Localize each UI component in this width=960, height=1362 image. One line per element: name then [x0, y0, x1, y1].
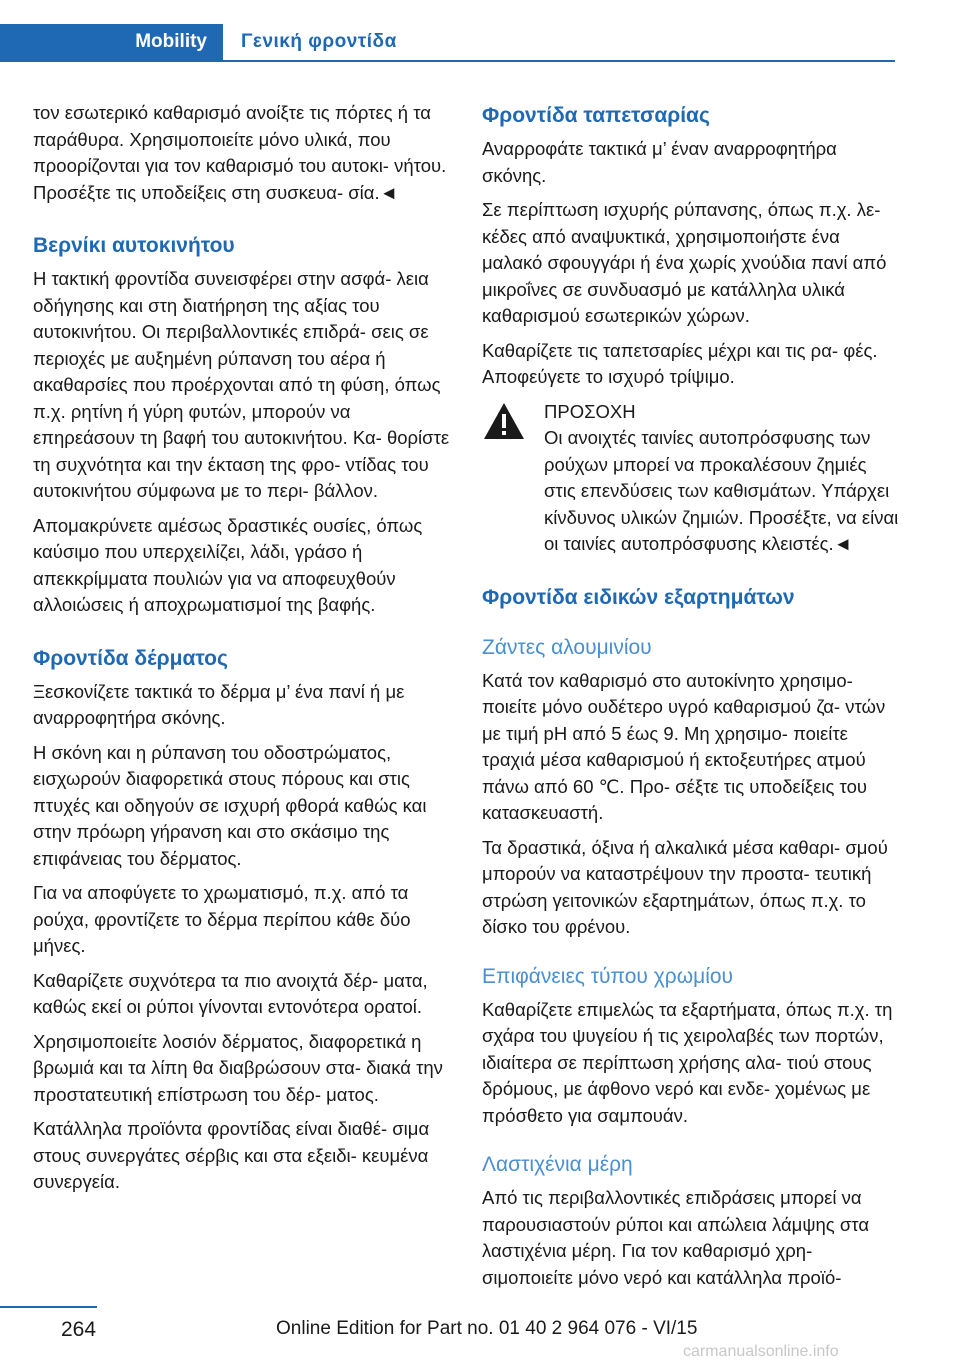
paragraph: Καθαρίζετε επιμελώς τα εξαρτήματα, όπως π.χ. τη σχάρα του ψυγείου ή τις χειρολαβές των πορτών, ιδιαίτερα σε περίπτωση χρήσης αλα‐ τιού στους δρόμους, με άφθονο νερό και ενδε‐ χομένως με πρόσθετο για σαμπουάν. — [482, 998, 893, 1126]
watermark: carmanualsonline.info — [683, 1343, 839, 1360]
tab-general-care[interactable]: Γενική φροντίδα — [223, 24, 397, 60]
warning-triangle-icon — [482, 399, 544, 558]
caution-title: ΠΡΟΣΟΧΗ — [544, 400, 636, 422]
paragraph: Για να αποφύγετε το χρωματισμό, π.χ. από τα ρούχα, φροντίζετε το δέρμα περίπου κάθε δύο μήνες. — [33, 882, 411, 956]
paragraph: Καθαρίζετε τις ταπετσαρίες μέχρι και τις ρα‐ φές. Αποφεύγετε το ισχυρό τρίψιμο. — [482, 339, 878, 387]
paragraph: Από τις περιβαλλοντικές επιδράσεις μπορεί να παρουσιαστούν ρύποι και απώλεια λάμψης στα λαστιχένια μέρη. Για τον καθαρισμό χρη‐ σιμοποιείτε μόνο νερό και κατάλληλα προϊό‐ — [482, 1187, 870, 1288]
header-tabs — [0, 24, 397, 60]
section-heading-leather: Φροντίδα δέρματος — [33, 646, 228, 670]
subheading-alloy-wheels: Ζάντες αλουμινίου — [482, 635, 652, 659]
paragraph: Κατάλληλα προϊόντα φροντίδας είναι διαθέ‐ σιμα στους συνεργάτες σέρβις και στα εξειδι‐ κευμένα συνεργεία. — [33, 1118, 430, 1192]
paragraph: Καθαρίζετε συχνότερα τα πιο ανοιχτά δέρ‐ ματα, καθώς εκεί οι ρύποι γίνονται εντονότερα ορατοί. — [33, 969, 428, 1017]
paragraph: Η σκόνη και η ρύπανση του οδοστρώματος, εισχωρούν διαφορετικά στους πόρους και στις πτυχές και οδηγούν σε ισχυρή φθορά καθώς και στην πρόωρη γήρανση και στο σκάσιμο της επιφάνειας του δέρματος. — [33, 741, 427, 869]
paragraph: Κατά τον καθαρισμό στο αυτοκίνητο χρησιμο‐ ποιείτε μόνο ουδέτερο υγρό καθαρισμού ζα‐ ντών με τιμή pH από 5 έως 9. Μη χρησιμο‐ ποιείτε τραχιά μέσα καθαρισμού ή εκτοξευτήρες ατμού πάνω από 60 ℃. Προ‐ σέξτε τις υποδείξεις του κατασκευαστή. — [482, 669, 886, 823]
subheading-chrome-surfaces: Επιφάνειες τύπου χρωμίου — [482, 964, 734, 988]
edition-line: Online Edition for Part no. 01 40 2 964 076 - VI/15 — [276, 1318, 698, 1339]
section-heading-special-parts: Φροντίδα ειδικών εξαρτημάτων — [482, 585, 795, 609]
caution-box — [482, 399, 900, 558]
section-heading-upholstery: Φροντίδα ταπετσαρίας — [482, 104, 710, 127]
subheading-rubber-parts: Λαστιχένια μέρη — [482, 1153, 633, 1176]
left-column — [33, 100, 453, 1204]
paragraph: Χρησιμοποιείτε λοσιόν δέρματος, διαφορετικά η βρωμιά και τα λίπη θα διαβρώσουν στα‐ διακά την προστατευτική επίστρωση του δέρ‐ ματος. — [33, 1030, 443, 1105]
paragraph: Απομακρύνετε αμέσως δραστικές ουσίες, όπως καύσιμο που υπερχειλίζει, λάδι, γράσο ή απεκκρίμματα πουλιών για να αποφευχθούν αλλοιώσεις ή αποχρωματισμοί της βαφής. — [33, 514, 423, 615]
right-column — [482, 100, 900, 1299]
caution-text: Οι ανοιχτές ταινίες αυτοπρόσφυσης των ρούχων μπορεί να προκαλέσουν ζημιές στις επενδύσεις των καθισμάτων. Υπάρχει κίνδυνος υλικών ζημιών. Προσέξτε, να είναι οι ταινίες αυτοπρόσφυσης κλειστές.◄ — [544, 427, 899, 554]
paragraph: Τα δραστικά, όξινα ή αλκαλικά μέσα καθαρι‐ σμού μπορούν να καταστρέψουν την προστα‐ τευτική στρώση γειτονικών εξαρτημάτων, όπως π.χ. το δίσκο του φρένου. — [482, 836, 888, 937]
paragraph: Η τακτική φροντίδα συνεισφέρει στην ασφά‐ λεια οδήγησης και στη διατήρηση της αξίας του αυτοκινήτου. Οι περιβαλλοντικές επιδρά‐ σεις σε περιοχές με αυξημένη ρύπανση του αέρα ή ακαθαρσίες που προέρχονται από τη φύση, όπως π.χ. ρητίνη ή γύρη φυτών, μπορούν να επηρεάσουν τη βαφή του αυτοκινήτου. Κα‐ θορίστε τη συχνότητα και την έκταση της φρο‐ ντίδας του αυτοκινήτου σύμφωνα με το περι‐ βάλλον. — [33, 268, 450, 501]
paragraph: τον εσωτερικό καθαρισμό ανοίξτε τις πόρτες ή τα παράθυρα. Χρησιμοποιείτε μόνο υλικά, που προορίζονται για τον καθαρισμό του αυτοκι‐ νήτου. Προσέξτε τις υποδείξεις στη συσκευα‐ σία.◄ — [33, 102, 447, 203]
paragraph: Σε περίπτωση ισχυρής ρύπανσης, όπως π.χ. λε‐ κέδες από αναψυκτικά, χρησιμοποιήστε ένα μαλακό σφουγγάρι ή ένα χωρίς χνούδια πανί από μικροΐνες σε συνδυασμό με κατάλληλα υλικά καθαρισμού εσωτερικών χώρων. — [482, 199, 887, 326]
page-number: 264 — [61, 1318, 97, 1341]
section-heading-paint: Βερνίκι αυτοκινήτου — [33, 234, 235, 257]
paragraph: Αναρροφάτε τακτικά μ’ έναν αναρροφητήρα σκόνης. — [482, 138, 837, 186]
footer-divider — [0, 1306, 97, 1308]
tab-mobility[interactable]: Mobility — [0, 24, 223, 60]
paragraph: Ξεσκονίζετε τακτικά το δέρμα μ’ ένα πανί ή με αναρροφητήρα σκόνης. — [33, 680, 405, 728]
header-divider — [0, 60, 895, 62]
